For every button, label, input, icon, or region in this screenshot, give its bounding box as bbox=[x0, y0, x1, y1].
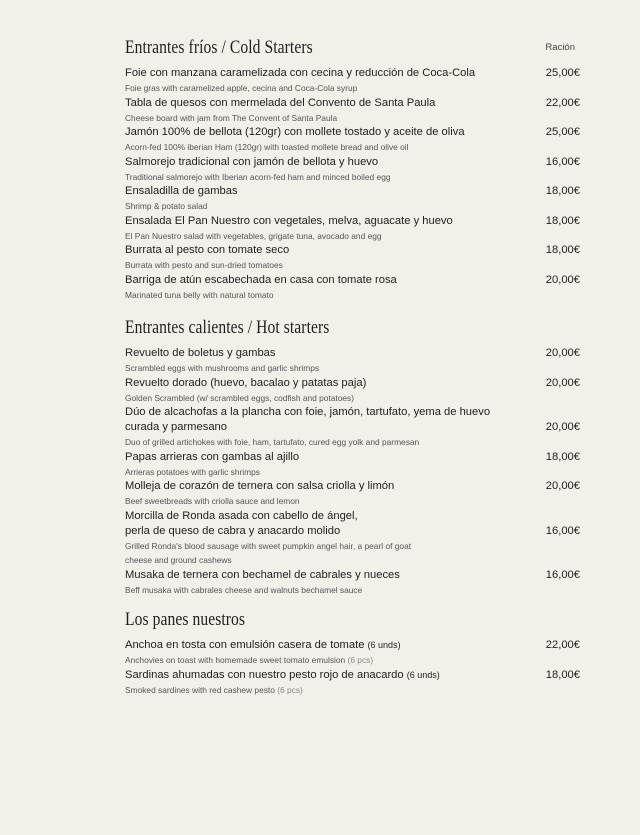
dish-description bbox=[125, 140, 580, 155]
dish-description-text: Burrata with pesto and sun-dried tomatoes bbox=[125, 260, 283, 270]
dish-description-quantity: (6 pcs) bbox=[277, 684, 303, 695]
dish-description-text: Beef sweetbreads with criolla sauce and lemon bbox=[125, 496, 300, 506]
section-hot-starters bbox=[125, 316, 580, 597]
dish-name: Ensaladilla de gambas bbox=[125, 185, 238, 197]
dish-description bbox=[125, 199, 580, 214]
dish-name-line bbox=[125, 125, 580, 140]
dish-description-text: cheese and ground cashews bbox=[125, 555, 232, 565]
dish-price: 20,00€ bbox=[545, 376, 580, 389]
dish-name: Dúo de alcachofas a la plancha con foie, jamón, tartufato, yema de huevo bbox=[125, 406, 491, 418]
dish-price: 20,00€ bbox=[545, 273, 580, 286]
dish-name: Sardinas ahumadas con nuestro pesto rojo de anacardo bbox=[125, 668, 404, 681]
dish-price: 20,00€ bbox=[545, 421, 580, 433]
section-breads bbox=[125, 608, 580, 697]
dish-name-line bbox=[125, 155, 580, 170]
dish-description-text: Arrieras potatoes with garlic shrimps bbox=[125, 466, 260, 477]
dish-price: 16,00€ bbox=[545, 155, 580, 168]
dish-name: Tabla de quesos con mermelada del Convento de Santa Paula bbox=[125, 96, 436, 109]
menu-item bbox=[125, 155, 580, 185]
menu-items bbox=[125, 638, 580, 697]
dish-price: 20,00€ bbox=[545, 480, 580, 492]
dish-description-text: Scrambled eggs with mushrooms and garlic shrimps bbox=[125, 363, 320, 373]
section-title: Entrantes calientes / Hot starters bbox=[125, 317, 330, 338]
dish-price: 18,00€ bbox=[545, 244, 580, 256]
dish-name-line bbox=[125, 524, 580, 539]
dish-description bbox=[125, 653, 580, 668]
section-header bbox=[125, 36, 580, 60]
dish-description-text: El Pan Nuestro salad with vegetables, grigate tuna, avocado and egg bbox=[125, 230, 382, 241]
dish-description-text: Marinated tuna belly with natural tomato bbox=[125, 289, 274, 300]
dish-description bbox=[125, 288, 580, 303]
dish-name-line bbox=[125, 184, 580, 199]
dish-name: Barriga de atún escabechada en casa con tomate rosa bbox=[125, 273, 397, 286]
dish-description bbox=[125, 361, 580, 376]
dish-description bbox=[125, 583, 580, 598]
dish-name-line bbox=[125, 376, 580, 391]
dish-description bbox=[125, 258, 580, 273]
dish-description bbox=[125, 81, 580, 96]
dish-name: curada y parmesano bbox=[125, 421, 227, 433]
dish-description bbox=[125, 229, 580, 244]
menu-item bbox=[125, 125, 580, 155]
menu-item bbox=[125, 479, 580, 509]
dish-name: Salmorejo tradicional con jamón de bellota y huevo bbox=[125, 155, 379, 168]
dish-description bbox=[125, 170, 580, 185]
dish-description-text: Smoked sardines with red cashew pesto bbox=[125, 684, 275, 695]
dish-description-text: Beff musaka with cabrales cheese and walnuts bechamel sauce bbox=[125, 584, 363, 595]
dish-price: 18,00€ bbox=[545, 668, 580, 681]
dish-description-text: Anchovies on toast with homemade sweet tomato emulsion bbox=[125, 655, 346, 665]
dish-price: 18,00€ bbox=[545, 214, 580, 227]
dish-name: Foie con manzana caramelizada con cecina y reducción de Coca-Cola bbox=[125, 67, 476, 79]
menu-items bbox=[125, 346, 580, 597]
dish-name: Papas arrieras con gambas al ajillo bbox=[125, 450, 300, 463]
dish-name-line bbox=[125, 346, 580, 361]
dish-description bbox=[125, 435, 580, 450]
dish-price: 25,00€ bbox=[545, 67, 580, 79]
dish-price: 18,00€ bbox=[545, 450, 580, 463]
menu-item bbox=[125, 243, 580, 273]
menu-item bbox=[125, 668, 580, 698]
menu-item bbox=[125, 568, 580, 598]
dish-name-line bbox=[125, 479, 580, 494]
dish-description bbox=[125, 553, 580, 568]
dish-description-text: Traditional salmorejo with Iberian acorn-fed ham and minced boiled egg bbox=[125, 171, 391, 182]
dish-description bbox=[125, 494, 580, 509]
dish-name: Burrata al pesto con tomate seco bbox=[125, 244, 290, 256]
dish-name-line bbox=[125, 450, 580, 465]
section-title: Los panes nuestros bbox=[125, 609, 246, 630]
menu-item bbox=[125, 450, 580, 480]
menu-item bbox=[125, 66, 580, 96]
dish-quantity: (6 unds) bbox=[406, 669, 440, 680]
dish-name-line bbox=[125, 405, 580, 420]
menu-item bbox=[125, 509, 580, 568]
menu-item bbox=[125, 214, 580, 244]
menu-item bbox=[125, 405, 580, 450]
dish-price: 25,00€ bbox=[545, 126, 580, 138]
section-title: Entrantes fríos / Cold Starters bbox=[125, 37, 313, 58]
dish-name: Ensalada El Pan Nuestro con vegetales, melva, aguacate y huevo bbox=[125, 214, 453, 227]
dish-name: Molleja de corazón de ternera con salsa criolla y limón bbox=[125, 480, 395, 492]
menu-item bbox=[125, 184, 580, 214]
dish-name-line bbox=[125, 214, 580, 229]
menu-item bbox=[125, 96, 580, 126]
dish-name-line bbox=[125, 66, 580, 81]
dish-name-line bbox=[125, 568, 580, 583]
dish-quantity: (6 unds) bbox=[367, 640, 401, 650]
dish-description-text: Golden Scrambled (w/ scrambled eggs, codfish and potatoes) bbox=[125, 392, 355, 403]
dish-description bbox=[125, 465, 580, 480]
dish-description-text: Acorn-fed 100% iberian Ham (120gr) with toasted mollete bread and olive oil bbox=[125, 142, 409, 152]
dish-description bbox=[125, 391, 580, 406]
dish-description-text: Cheese board with jam from The Convent of Santa Paula bbox=[125, 112, 338, 123]
dish-price: 16,00€ bbox=[545, 568, 580, 581]
dish-name-line bbox=[125, 638, 580, 653]
menu-item bbox=[125, 273, 580, 303]
dish-name-line bbox=[125, 243, 580, 258]
dish-name-line bbox=[125, 420, 580, 435]
dish-name-line bbox=[125, 273, 580, 288]
dish-description-text: Duo of grilled artichokes with foie, ham, tartufato, cured egg yolk and parmesan bbox=[125, 437, 420, 447]
dish-name: Anchoa en tosta con emulsión casera de tomate bbox=[125, 639, 365, 651]
dish-name: Musaka de ternera con bechamel de cabrales y nueces bbox=[125, 568, 400, 581]
dish-name-line bbox=[125, 96, 580, 111]
dish-name: Revuelto de boletus y gambas bbox=[125, 347, 276, 359]
dish-description bbox=[125, 539, 580, 554]
dish-description-quantity: (6 pcs) bbox=[347, 655, 374, 665]
section-header bbox=[125, 608, 580, 632]
dish-description-text: Shrimp & potato salad bbox=[125, 201, 208, 211]
dish-name-line bbox=[125, 668, 580, 683]
menu-items bbox=[125, 66, 580, 302]
menu-item bbox=[125, 638, 580, 668]
dish-name-line bbox=[125, 509, 580, 524]
dish-description bbox=[125, 111, 580, 126]
dish-name: Revuelto dorado (huevo, bacalao y patatas paja) bbox=[125, 376, 367, 389]
dish-price: 16,00€ bbox=[545, 524, 580, 537]
dish-price: 18,00€ bbox=[545, 185, 580, 197]
dish-price: 22,00€ bbox=[545, 96, 580, 109]
dish-name: perla de queso de cabra y anacardo molido bbox=[125, 524, 341, 537]
dish-description-text: Grilled Ronda's blood sausage with sweet pumpkin angel hair, a pearl of goat bbox=[125, 540, 412, 551]
menu-item bbox=[125, 376, 580, 406]
dish-price: 22,00€ bbox=[545, 639, 580, 651]
portion-label: Ración bbox=[545, 42, 575, 53]
dish-description bbox=[125, 683, 580, 698]
dish-description-text: Foie gras with caramelized apple, cecina and Coca-Cola syrup bbox=[125, 83, 358, 93]
menu-item bbox=[125, 346, 580, 376]
dish-name: Jamón 100% de bellota (120gr) con mollete tostado y aceite de oliva bbox=[125, 126, 465, 138]
section-cold-starters bbox=[125, 36, 580, 302]
dish-name: Morcilla de Ronda asada con cabello de ángel, bbox=[125, 509, 358, 522]
section-header bbox=[125, 316, 580, 340]
dish-price: 20,00€ bbox=[545, 347, 580, 359]
